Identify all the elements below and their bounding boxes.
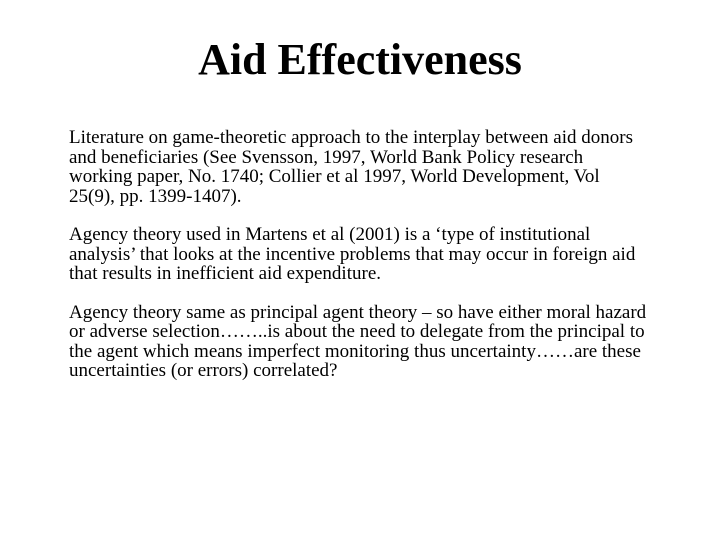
text-line: analysis’ that looks at the incentive problems that may occur in foreign aid — [69, 243, 636, 265]
text-line: working paper, No. 1740; Collier et al 1997, World Development, Vol — [69, 166, 600, 187]
text-line: the agent which means imperfect monitoring thus uncertainty……are these — [69, 340, 641, 362]
text-line: Agency theory same as principal agent theory – so have either moral hazard — [69, 301, 647, 323]
text-line: Agency theory used in Martens et al (2001) is a ‘type of institutional — [69, 224, 591, 245]
slide-title: Aid Effectiveness — [198, 35, 522, 84]
text-line: Literature on game-theoretic approach to the interplay between aid donors — [69, 127, 633, 148]
paragraph-agency-theory — [69, 225, 689, 284]
slide-body — [69, 128, 689, 400]
paragraph-principal-agent — [69, 303, 689, 381]
text-line: uncertainties (or errors) correlated? — [69, 360, 338, 381]
text-line: or adverse selection……..is about the need to delegate from the principal to — [69, 321, 645, 342]
text-line: 25(9), pp. 1399-1407). — [69, 185, 242, 207]
text-line: and beneficiaries (See Svensson, 1997, World Bank Policy research — [69, 146, 584, 168]
text-line: that results in inefficient aid expenditure. — [69, 263, 381, 284]
paragraph-literature — [69, 128, 689, 206]
